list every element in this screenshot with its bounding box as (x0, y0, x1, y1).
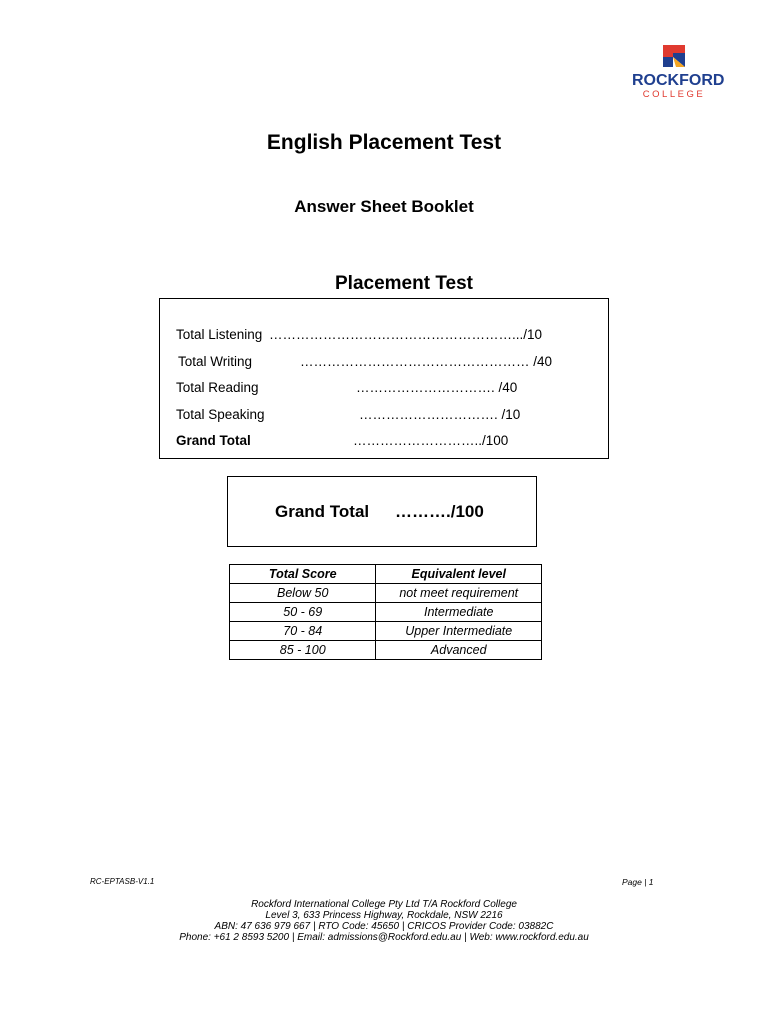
section-title: Placement Test (335, 273, 473, 294)
score-blank: …………………………………………… /40 (300, 354, 553, 369)
table-cell: Upper Intermediate (376, 622, 542, 641)
score-label: Total Listening (176, 327, 263, 342)
score-blank: …………………………. /40 (356, 380, 518, 395)
table-row (230, 603, 542, 622)
footer-line: Phone: +61 2 8593 5200 | Email: admissions@Rockford.edu.au | Web: www.rockford.edu.au (179, 932, 589, 943)
table-cell: Below 50 (230, 584, 376, 603)
grand-total-blank: ………./100 (395, 502, 484, 521)
rockford-logo (632, 44, 725, 102)
score-row-speaking (160, 407, 608, 425)
table-row (230, 641, 542, 660)
footer-line: Rockford International College Pty Ltd T/A Rockford College (251, 899, 517, 910)
table-cell: 50 - 69 (230, 603, 376, 622)
score-row-listening (160, 327, 608, 345)
score-blank: ……………………………………………….../10 (269, 327, 543, 342)
table-cell: not meet requirement (376, 584, 542, 603)
page-subtitle: Answer Sheet Booklet (294, 197, 474, 216)
footer-line: Level 3, 633 Princess Highway, Rockdale, NSW 2216 (265, 910, 503, 921)
logo-subtext: COLLEGE (642, 89, 706, 100)
logo-mark-icon (662, 44, 686, 68)
score-label: Grand Total (176, 433, 251, 448)
table-row (230, 622, 542, 641)
table-cell: 85 - 100 (230, 641, 376, 660)
level-table (229, 564, 542, 660)
score-blank: ………………………../100 (353, 433, 509, 448)
table-row (230, 584, 542, 603)
page-number: Page | 1 (622, 877, 654, 887)
table-cell: Advanced (376, 641, 542, 660)
score-label: Total Reading (176, 380, 259, 395)
score-label: Total Speaking (176, 407, 265, 422)
score-row-reading (160, 380, 608, 398)
header-equivalent-level: Equivalent level (376, 565, 542, 584)
score-label: Total Writing (178, 354, 253, 369)
document-code: RC-EPTASB-V1.1 (90, 877, 155, 886)
footer-line: ABN: 47 636 979 667 | RTO Code: 45650 | CRICOS Provider Code: 03882C (214, 921, 554, 932)
grand-total-box (227, 476, 537, 547)
footer-contact (0, 899, 768, 943)
header-total-score: Total Score (230, 565, 376, 584)
table-cell: Intermediate (376, 603, 542, 622)
score-blank: …………………………. /10 (359, 407, 521, 422)
page-title: English Placement Test (266, 131, 502, 154)
table-header-row (230, 565, 542, 584)
table-cell: 70 - 84 (230, 622, 376, 641)
grand-total-label: Grand Total (275, 502, 370, 521)
score-summary-box (159, 298, 609, 459)
logo-wordmark: ROCKFORD (632, 72, 725, 89)
score-row-grand-total (160, 433, 608, 451)
score-row-writing (160, 354, 608, 372)
